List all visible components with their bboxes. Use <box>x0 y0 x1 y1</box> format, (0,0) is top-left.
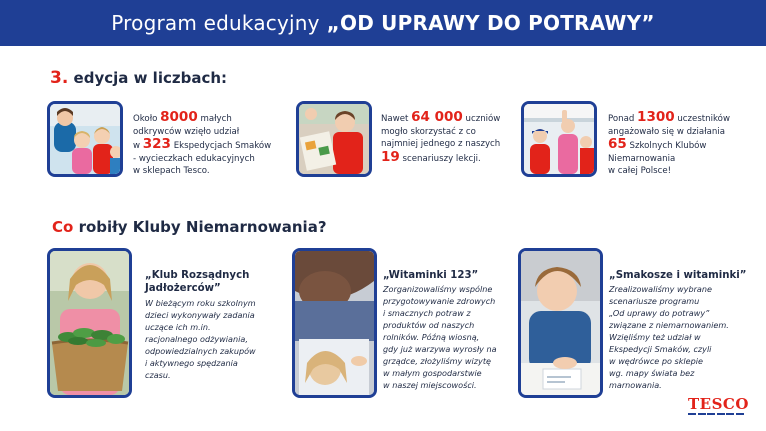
club-2-text-line: gdy już warzywa wyrosły na <box>383 344 497 354</box>
club-1-text-line: W bieżącym roku szkolnym <box>145 298 256 308</box>
club-photo-2 <box>292 248 377 398</box>
girl-with-cucumbers-photo-icon <box>50 251 129 395</box>
stat-2-value-students: 64 000 <box>411 109 463 125</box>
stat-text-1 <box>133 111 271 178</box>
stat-1-line1-post: małych <box>200 114 232 124</box>
club-2-title <box>383 269 478 282</box>
clubs-title-highlight: Co <box>52 218 74 236</box>
stat-1-line5: w sklepach Tesco. <box>133 166 210 176</box>
club-2-text-line: przygotowywanie zdrowych <box>383 296 496 306</box>
tesco-logo <box>688 397 749 415</box>
stat-text-2 <box>381 111 500 165</box>
stat-3-value-clubs: 65 <box>608 136 627 152</box>
stat-3-value-participants: 1300 <box>637 109 675 125</box>
club-1-text-line: i aktywnego spędzania <box>145 358 238 368</box>
stat-3-line2: angażowało się w działania <box>608 126 726 137</box>
club-2-text-line: w naszej miejscowości. <box>383 380 477 390</box>
club-3-text-line: Ekspedycji Smaków, czyli <box>609 344 712 354</box>
tesco-logo-text: TESCO <box>688 395 749 413</box>
stat-3-line1-post: uczestników <box>677 114 730 124</box>
stat-3-line5: w całej Polsce! <box>608 166 672 176</box>
kids-in-store-photo-icon <box>524 104 594 174</box>
stat-1-line2: odkrywców wzięło udział <box>133 126 240 137</box>
stat-1-value-expeditions: 323 <box>142 136 171 152</box>
club-3-text-line: Wzięliśmy też udział w <box>609 332 701 342</box>
club-1-title <box>145 269 249 295</box>
clubs-section-title <box>52 218 327 236</box>
stat-2-line4-post: scenariuszy lekcji. <box>402 153 481 164</box>
stat-1-value-children: 8000 <box>160 109 198 125</box>
club-1-text-line: dzieci wykonywały zadania <box>145 310 255 320</box>
tesco-logo-stripes <box>688 413 749 415</box>
club-3-title-line1: „Smakosze i witaminki” <box>609 270 747 281</box>
stat-1-line4: - wycieczkach edukacyjnych <box>133 153 255 164</box>
club-1-text-line: racjonalnego odżywiania, <box>145 334 248 344</box>
club-3-title <box>609 269 746 282</box>
stat-3-line3-post: Szkolnych Klubów <box>629 141 707 151</box>
club-3-text-line: wg. mapy świata bez <box>609 368 695 378</box>
club-2-text-line: w małym gospodarstwie <box>383 368 482 378</box>
stat-2-line2: mogło skorzystać z co <box>381 126 476 137</box>
club-3-text-line: związane z niemarnowaniem. <box>609 320 729 330</box>
stat-3-line1-pre: Ponad <box>608 114 635 124</box>
stat-1-line3-post: Ekspedycjach Smaków <box>173 141 272 151</box>
club-1-title-line1: „Klub Rozsądnych <box>145 270 250 281</box>
stat-photo-3 <box>521 101 597 177</box>
boy-with-book-photo-icon <box>299 104 369 174</box>
club-3-description <box>609 283 729 391</box>
stat-2-line1-pre: Nawet <box>381 114 409 124</box>
club-1-text-line: czasu. <box>145 370 171 380</box>
kids-with-teacher-photo-icon <box>50 104 120 174</box>
club-1-description <box>145 297 256 381</box>
header-banner <box>0 0 766 46</box>
club-2-text-line: i smacznych potraw z <box>383 308 471 318</box>
club-3-text-line: „Od uprawy do potrawy” <box>609 308 710 318</box>
clubs-title-text: robiły Kluby Niemarnowania? <box>78 218 327 236</box>
stat-2-value-scenarios: 19 <box>381 148 400 165</box>
stat-3-line4: Niemarnowania <box>608 153 676 164</box>
stat-photo-2 <box>296 101 372 177</box>
stat-photo-1 <box>47 101 123 177</box>
club-2-text-line: grządce, złożyliśmy wizytę <box>383 356 491 366</box>
club-3-text-line: Zrealizowaliśmy wybrane <box>609 284 712 294</box>
header-title-prefix: Program edukacyjny <box>111 11 320 35</box>
edition-number: 3. <box>50 68 69 88</box>
club-photo-1 <box>47 248 132 398</box>
club-1-text-line: uczące ich m.in. <box>145 322 211 332</box>
stats-section-title <box>50 68 227 88</box>
stat-2-line1-post: uczniów <box>465 114 501 124</box>
stat-2-line3: najmniej jednego z naszych <box>381 139 501 149</box>
club-2-title-line1: „Witaminki 123” <box>383 270 479 281</box>
club-3-text-line: marnowania. <box>609 380 662 390</box>
club-photo-3 <box>518 248 603 398</box>
club-3-text-line: scenariusze programu <box>609 296 700 306</box>
stat-1-line1-pre: Około <box>133 114 158 124</box>
stat-1-line3-pre: w <box>133 141 141 151</box>
club-2-text-line: Zorganizowaliśmy wspólne <box>383 284 493 294</box>
club-1-text-line: odpowiedzialnych zakupów <box>145 346 256 356</box>
stats-title-text: edycja w liczbach: <box>73 69 228 87</box>
header-title-main: „OD UPRAWY DO POTRAWY” <box>326 11 655 35</box>
kids-drawing-photo-icon <box>295 251 374 395</box>
club-3-text-line: w wędrówce po sklepie <box>609 356 703 366</box>
club-2-text-line: produktów od naszych <box>383 320 475 330</box>
club-2-text-line: rolników. Późną wiosną, <box>383 332 480 342</box>
stat-text-3 <box>608 111 730 178</box>
club-2-description <box>383 283 497 391</box>
club-1-title-line2: Jadłożerców” <box>145 283 221 294</box>
boy-writing-photo-icon <box>521 251 600 395</box>
